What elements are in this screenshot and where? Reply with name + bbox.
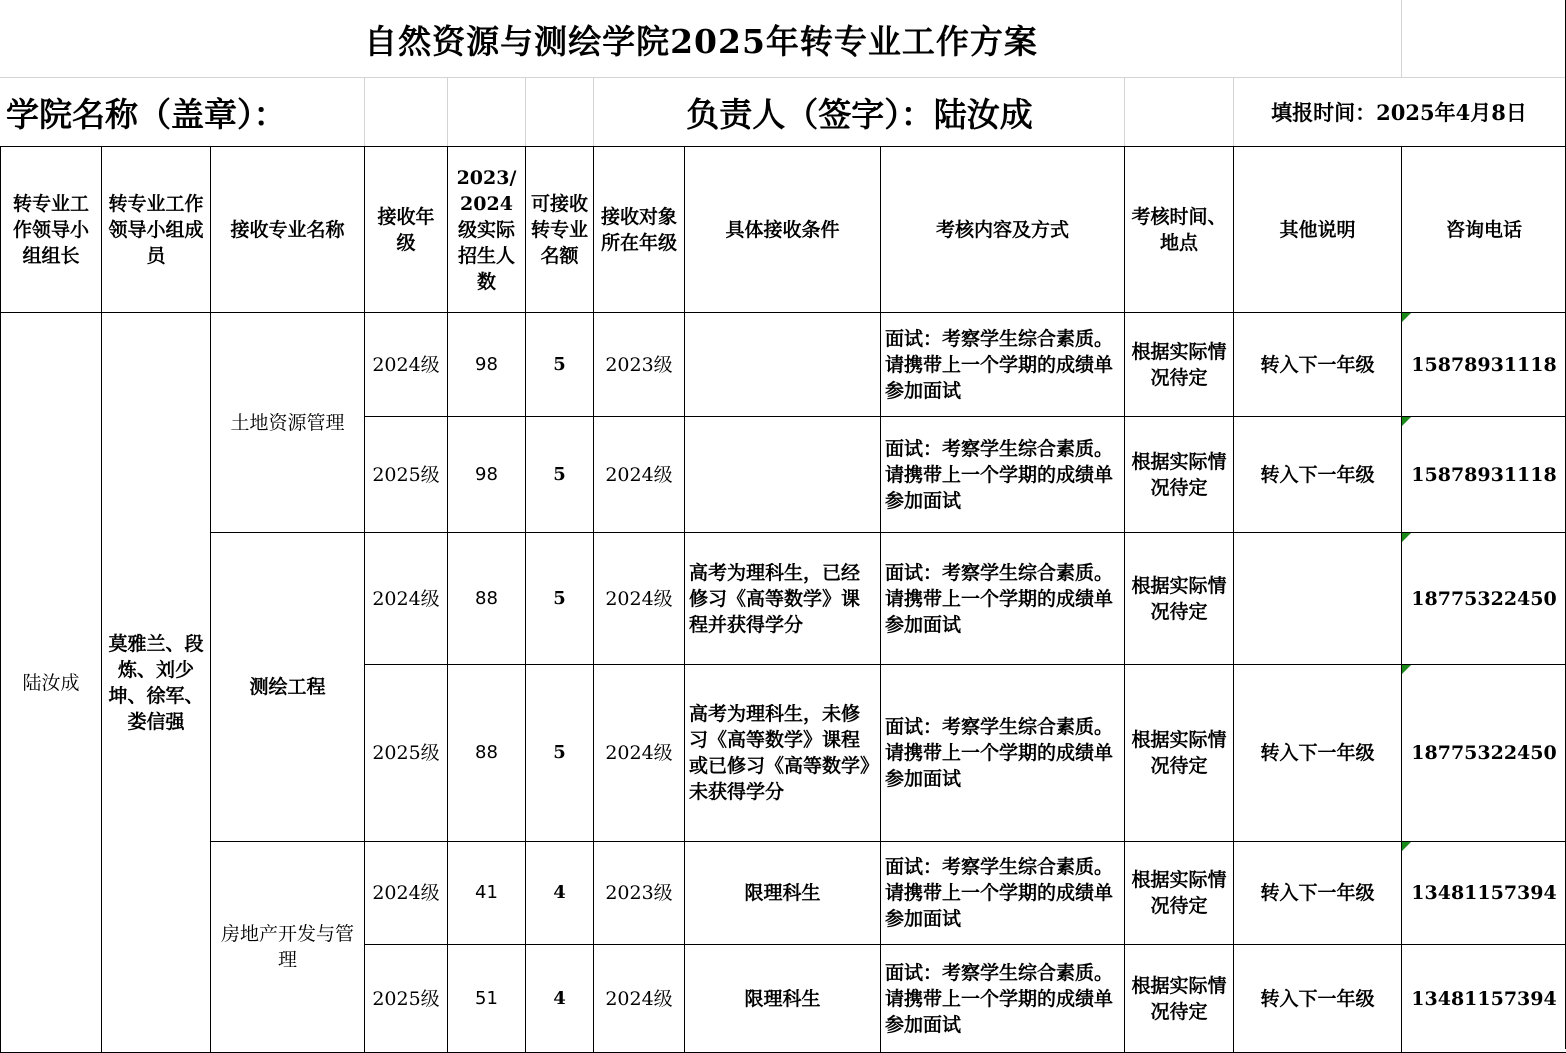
assessment-cell: 面试：考察学生综合素质。请携带上一个学期的成绩单参加面试	[881, 313, 1125, 417]
header-row	[1, 147, 1566, 313]
header-phone: 咨询电话	[1402, 147, 1566, 313]
enrolled-cell: 98	[448, 417, 526, 533]
notes-cell: 转入下一年级	[1234, 945, 1402, 1053]
header-leader: 转专业工作领导小组组长	[1, 147, 102, 313]
gridline	[364, 78, 365, 146]
gridline	[1233, 78, 1234, 146]
header-grade: 接收年级	[365, 147, 448, 313]
group-members-cell: 莫雅兰、段炼、刘少坤、徐军、娄信强	[102, 313, 211, 1053]
notes-cell: 转入下一年级	[1234, 417, 1402, 533]
enrolled-cell: 98	[448, 313, 526, 417]
time-place-cell: 根据实际情况待定	[1125, 665, 1234, 842]
conditions-cell: 高考为理科生，已经修习《高等数学》课程并获得学分	[685, 533, 881, 665]
grade-cell: 2024级	[365, 842, 448, 945]
phone-cell	[1402, 313, 1566, 417]
quota-cell: 5	[526, 417, 594, 533]
group-leader-cell: 陆汝成	[1, 313, 102, 1053]
assessment-cell: 面试：考察学生综合素质。请携带上一个学期的成绩单参加面试	[881, 945, 1125, 1053]
time-place-cell: 根据实际情况待定	[1125, 533, 1234, 665]
from-grade-cell: 2023级	[594, 842, 685, 945]
quota-cell: 5	[526, 533, 594, 665]
table-row	[1, 533, 1566, 665]
comment-marker-icon	[1402, 313, 1411, 322]
from-grade-cell: 2024级	[594, 665, 685, 842]
quota-cell: 5	[526, 313, 594, 417]
from-grade-cell: 2024级	[594, 533, 685, 665]
table-row	[1, 313, 1566, 417]
from-grade-cell: 2024级	[594, 417, 685, 533]
time-place-cell: 根据实际情况待定	[1125, 313, 1234, 417]
major-cell: 房地产开发与管理	[211, 842, 365, 1053]
fill-date-label: 填报时间：2025年4月8日	[1236, 78, 1562, 146]
grade-cell: 2024级	[365, 313, 448, 417]
notes-cell: 转入下一年级	[1234, 842, 1402, 945]
notes-cell	[1234, 533, 1402, 665]
title-row	[0, 0, 1566, 78]
comment-marker-icon	[1402, 533, 1411, 542]
grade-cell: 2025级	[365, 665, 448, 842]
comment-marker-icon	[1402, 665, 1411, 674]
conditions-cell: 限理科生	[685, 842, 881, 945]
major-cell: 土地资源管理	[211, 313, 365, 533]
assessment-cell: 面试：考察学生综合素质。请携带上一个学期的成绩单参加面试	[881, 842, 1125, 945]
header-quota: 可接收转专业名额	[526, 147, 594, 313]
enrolled-cell: 88	[448, 665, 526, 842]
phone-text: 13481157394	[1411, 988, 1556, 1010]
page-title: 自然资源与测绘学院2025年转专业工作方案	[0, 0, 1402, 78]
gridline	[1401, 0, 1402, 78]
enrolled-cell: 51	[448, 945, 526, 1053]
notes-cell: 转入下一年级	[1234, 313, 1402, 417]
assessment-cell: 面试：考察学生综合素质。请携带上一个学期的成绩单参加面试	[881, 533, 1125, 665]
from-grade-cell: 2023级	[594, 313, 685, 417]
college-name-label: 学院名称（盖章）：	[6, 78, 287, 146]
table-row	[1, 842, 1566, 945]
phone-text: 18775322450	[1411, 588, 1556, 610]
header-notes: 其他说明	[1234, 147, 1402, 313]
conditions-cell: 高考为理科生，未修习《高等数学》课程或已修习《高等数学》未获得学分	[685, 665, 881, 842]
major-cell: 测绘工程	[211, 533, 365, 842]
grade-cell: 2025级	[365, 945, 448, 1053]
assessment-cell: 面试：考察学生综合素质。请携带上一个学期的成绩单参加面试	[881, 417, 1125, 533]
time-place-cell: 根据实际情况待定	[1125, 945, 1234, 1053]
meta-row	[0, 78, 1566, 146]
conditions-cell	[685, 417, 881, 533]
enrolled-cell: 41	[448, 842, 526, 945]
conditions-cell: 限理科生	[685, 945, 881, 1053]
leader-signature-label: 负责人（签字）：陆汝成	[594, 78, 1125, 146]
grade-cell: 2024级	[365, 533, 448, 665]
phone-cell	[1402, 842, 1566, 945]
gridline	[525, 78, 526, 146]
phone-text: 15878931118	[1411, 354, 1556, 376]
from-grade-cell: 2024级	[594, 945, 685, 1053]
phone-cell	[1402, 945, 1566, 1053]
header-time-place: 考核时间、地点	[1125, 147, 1234, 313]
gridline	[447, 78, 448, 146]
quota-cell: 4	[526, 842, 594, 945]
header-conditions: 具体接收条件	[685, 147, 881, 313]
grade-cell: 2025级	[365, 417, 448, 533]
phone-cell	[1402, 417, 1566, 533]
time-place-cell: 根据实际情况待定	[1125, 417, 1234, 533]
quota-cell: 5	[526, 665, 594, 842]
assessment-cell: 面试：考察学生综合素质。请携带上一个学期的成绩单参加面试	[881, 665, 1125, 842]
transfer-plan-table	[0, 146, 1566, 1053]
time-place-cell: 根据实际情况待定	[1125, 842, 1234, 945]
header-members: 转专业工作领导小组成员	[102, 147, 211, 313]
comment-marker-icon	[1402, 842, 1411, 851]
phone-cell	[1402, 665, 1566, 842]
header-from-grade: 接收对象所在年级	[594, 147, 685, 313]
header-enrolled: 2023/ 2024级实际招生人数	[448, 147, 526, 313]
enrolled-cell: 88	[448, 533, 526, 665]
phone-text: 13481157394	[1411, 882, 1556, 904]
header-assessment: 考核内容及方式	[881, 147, 1125, 313]
phone-text: 15878931118	[1411, 464, 1556, 486]
phone-cell	[1402, 533, 1566, 665]
comment-marker-icon	[1402, 417, 1411, 426]
phone-text: 18775322450	[1411, 742, 1556, 764]
quota-cell: 4	[526, 945, 594, 1053]
header-major: 接收专业名称	[211, 147, 365, 313]
notes-cell: 转入下一年级	[1234, 665, 1402, 842]
conditions-cell	[685, 313, 881, 417]
